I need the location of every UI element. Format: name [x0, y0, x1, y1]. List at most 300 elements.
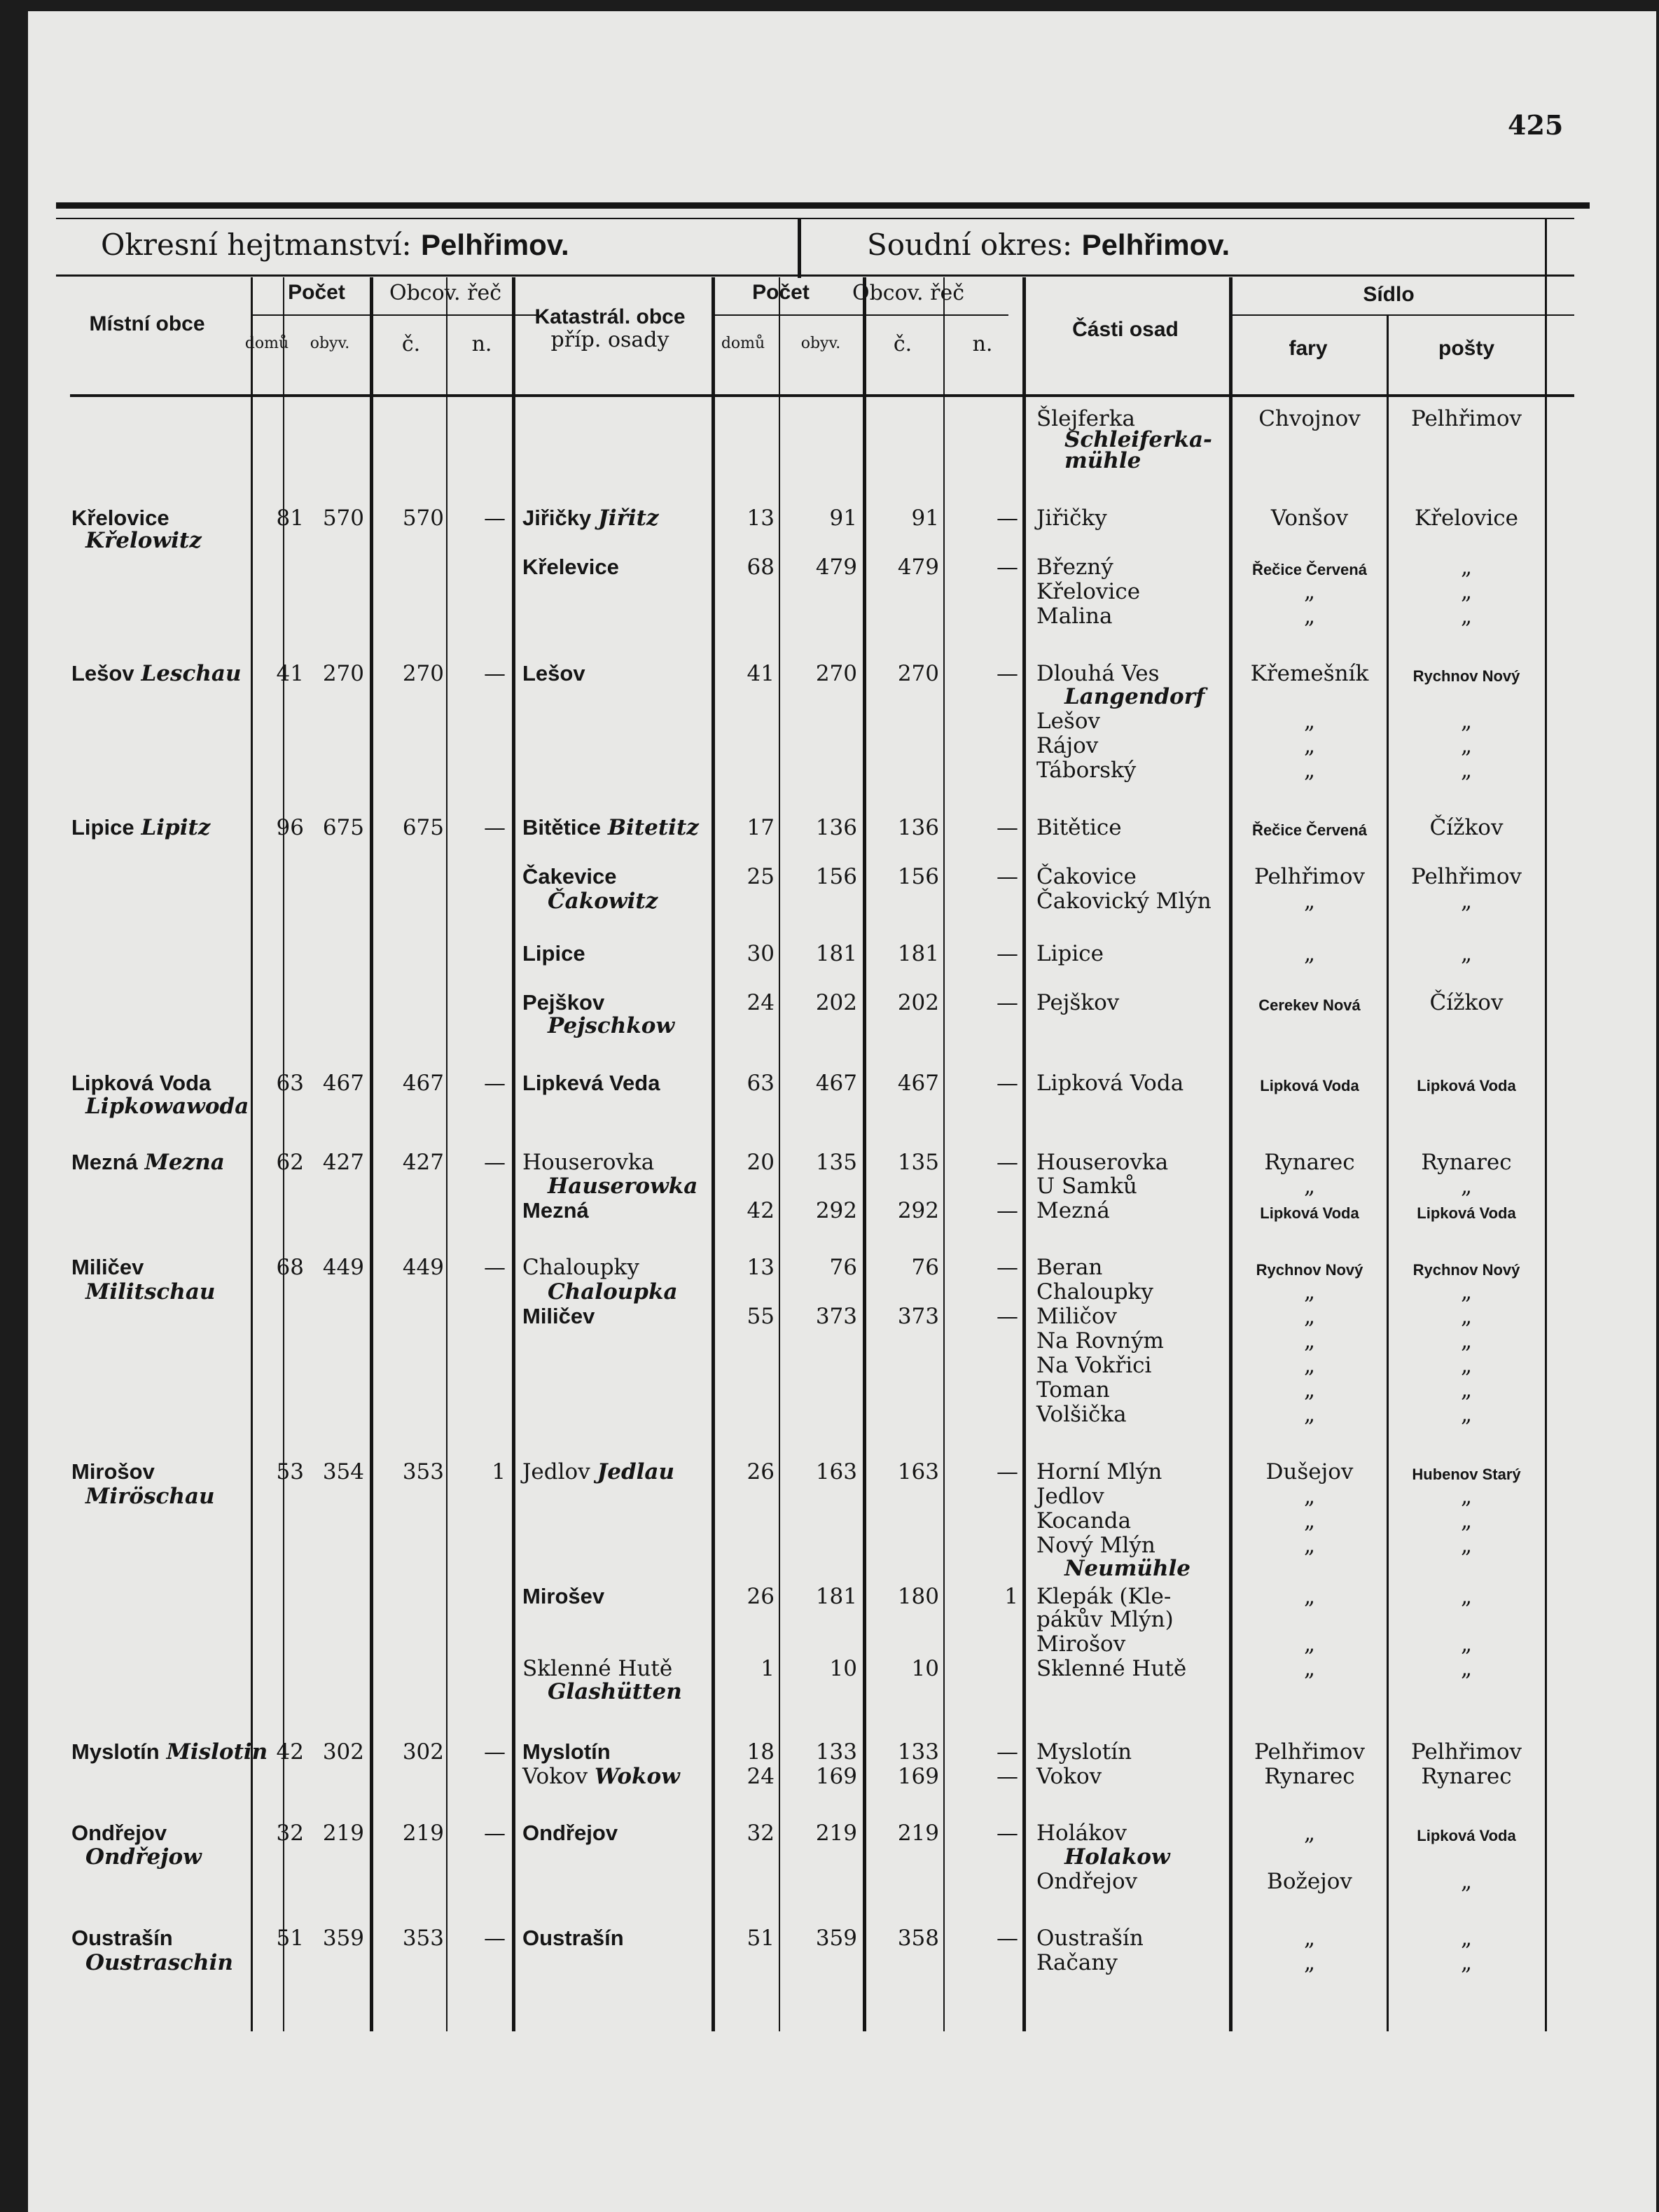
osada-name: Na Rovným: [1036, 1328, 1164, 1354]
obyv-2-value: 359: [815, 1926, 857, 1951]
pocet-sub-rule: [252, 314, 539, 316]
obyv-2-value: 133: [815, 1739, 857, 1765]
posta-value: „: [1460, 733, 1473, 758]
posta-value: Pelhřimov: [1411, 406, 1522, 431]
nemecky-value: —: [484, 1071, 506, 1096]
domu-2-value: 42: [747, 1198, 775, 1223]
fara-value: „: [1303, 758, 1316, 783]
cesky-2-value: 358: [897, 1926, 939, 1951]
katastralni-obec-german: Wokow: [595, 1764, 680, 1789]
posta-value: „: [1460, 1869, 1473, 1894]
osada-name: Ondřejov: [1036, 1869, 1138, 1894]
obyv-value: 449: [322, 1255, 364, 1280]
nemecky-2-value: —: [997, 941, 1018, 966]
fara-value: „: [1303, 1304, 1316, 1329]
sidlo-sub-rule: [1233, 314, 1574, 316]
fara-value: „: [1303, 1926, 1316, 1951]
fara-value: „: [1303, 1584, 1316, 1609]
fara-value: „: [1303, 1821, 1316, 1846]
osada-name: Chaloupky: [1036, 1279, 1153, 1305]
obyv-2-value: 91: [829, 506, 857, 531]
domu-value: 41: [276, 661, 304, 686]
cesky-2-value: 133: [897, 1739, 939, 1765]
katastralni-obec-name: Pejškov: [522, 990, 605, 1015]
top-thin-rule: [56, 218, 1574, 219]
cesky-2-value: 163: [897, 1459, 939, 1484]
osada-name: Jiřičky: [1036, 506, 1107, 531]
header-casti-osad: Části osad: [1072, 318, 1179, 341]
osada-name: Čakovice: [1036, 864, 1137, 889]
obyv-2-value: 135: [815, 1150, 857, 1175]
cesky-value: 219: [402, 1821, 444, 1846]
posta-value: „: [1460, 604, 1473, 629]
nemecky-2-value: 1: [1004, 1584, 1018, 1609]
domu-value: 68: [276, 1255, 304, 1280]
posta-value: Křelovice: [1414, 506, 1519, 531]
osada-name: Myslotín: [1036, 1739, 1132, 1765]
nemecky-2-value: —: [997, 1150, 1018, 1175]
mistni-obec-german: Militschau: [85, 1279, 216, 1305]
domu-2-value: 17: [747, 815, 775, 840]
posta-value: „: [1460, 1328, 1473, 1354]
cesky-value: 427: [402, 1150, 444, 1175]
domu-2-value: 32: [747, 1821, 775, 1846]
header-fary: fary: [1289, 337, 1328, 360]
mistni-obec-cell: [71, 815, 210, 840]
fara-value: Křemešník: [1250, 661, 1369, 686]
osada-name: Křelovice: [1036, 579, 1141, 604]
fara-value: Cerekev Nová: [1258, 996, 1361, 1014]
right-rule: [1545, 219, 1547, 2031]
obyv-2-value: 292: [815, 1198, 857, 1223]
osada-name: pákův Mlýn): [1036, 1607, 1174, 1632]
nemecky-value: —: [484, 1926, 506, 1951]
posta-value: Hubenov Starý: [1412, 1466, 1521, 1483]
katastralni-obec-name: Oustrašín: [522, 1926, 624, 1950]
osada-name: Malina: [1036, 604, 1113, 629]
top-thick-rule: [56, 202, 1590, 209]
posta-value: „: [1460, 1508, 1473, 1533]
obyv-value: 467: [322, 1071, 364, 1096]
nemecky-2-value: —: [997, 506, 1018, 531]
fara-value: Dušejov: [1265, 1459, 1354, 1484]
osada-name: Holákov: [1036, 1821, 1127, 1846]
fara-value: Chvojnov: [1258, 406, 1361, 431]
obyv-2-value: 76: [829, 1255, 857, 1280]
katastralni-obec-name: Lešov: [522, 661, 585, 686]
domu-2-value: 13: [747, 1255, 775, 1280]
osada-name: Račany: [1036, 1950, 1118, 1975]
obyv-2-value: 181: [815, 1584, 857, 1609]
osada-german: Schleiferka-: [1064, 427, 1212, 452]
obyv-2-value: 219: [815, 1821, 857, 1846]
title-rule: [56, 274, 1574, 277]
cesky-2-value: 270: [897, 661, 939, 686]
cesky-value: 467: [402, 1071, 444, 1096]
cesky-2-value: 180: [897, 1584, 939, 1609]
col-rule-12: [1387, 314, 1389, 2031]
fara-value: „: [1303, 1632, 1316, 1657]
fara-value: Božejov: [1267, 1869, 1352, 1894]
katastralni-obec-german: Glashütten: [548, 1679, 682, 1704]
posta-value: „: [1460, 889, 1473, 914]
header-domu-2: domů: [721, 335, 765, 352]
domu-value: 53: [276, 1459, 304, 1484]
osada-name: Nový Mlýn: [1036, 1533, 1155, 1558]
nemecky-2-value: —: [997, 661, 1018, 686]
cesky-value: 353: [402, 1459, 444, 1484]
header-obyv-2: obyv.: [800, 335, 841, 352]
header-mistni-obce: Místní obce: [89, 312, 205, 335]
osada-german: mühle: [1064, 448, 1141, 473]
fara-value: „: [1303, 1279, 1316, 1305]
nemecky-value: —: [484, 661, 506, 686]
posta-value: „: [1460, 1174, 1473, 1199]
mistni-obec-german: Křelowitz: [85, 528, 202, 553]
nemecky-2-value: —: [997, 1764, 1018, 1789]
col-rule-5: [512, 277, 515, 2031]
osada-name: Volšička: [1036, 1402, 1127, 1427]
header-n-2: n.: [972, 332, 993, 356]
nemecky-value: —: [484, 1739, 506, 1765]
mistni-obec-german: Ondřejow: [85, 1844, 202, 1870]
nemecky-2-value: —: [997, 815, 1018, 840]
header-obyv: obyv.: [310, 335, 350, 352]
osada-name: Dlouhá Ves: [1036, 661, 1160, 686]
fara-value: Řečice Červená: [1252, 561, 1367, 578]
posta-value: „: [1460, 941, 1473, 966]
mistni-obec-name: Ondřejov: [71, 1821, 167, 1845]
posta-value: Pelhřimov: [1411, 864, 1522, 889]
obyv-value: 359: [322, 1926, 364, 1951]
domu-2-value: 24: [747, 990, 775, 1015]
katastralni-obec-german: Bitetitz: [607, 815, 699, 840]
osada-name: Bitětice: [1036, 815, 1122, 840]
nemecky-2-value: —: [997, 1739, 1018, 1765]
obyv-2-value: 202: [815, 990, 857, 1015]
osada-name: Rájov: [1036, 733, 1099, 758]
fara-value: „: [1303, 1377, 1316, 1403]
header-katastral-1: Katastrál. obce: [534, 305, 686, 328]
domu-value: 63: [276, 1071, 304, 1096]
osada-name: Na Vokřici: [1036, 1353, 1152, 1378]
obyv-2-value: 169: [815, 1764, 857, 1789]
katastralni-obec-name: Lipice: [522, 941, 585, 966]
fara-value: Lipková Voda: [1260, 1077, 1359, 1094]
fara-value: Rynarec: [1264, 1764, 1355, 1789]
fara-value: „: [1303, 709, 1316, 734]
obyv-value: 302: [322, 1739, 364, 1765]
col-rule-10: [1022, 277, 1026, 2031]
fara-value: „: [1303, 1484, 1316, 1509]
obyv-2-value: 181: [815, 941, 857, 966]
mistni-obec-name: Oustrašín: [71, 1926, 173, 1950]
header-n: n.: [471, 332, 492, 356]
osada-name: Jedlov: [1036, 1484, 1104, 1509]
cesky-2-value: 219: [897, 1821, 939, 1846]
osada-name: Kocanda: [1036, 1508, 1132, 1533]
header-domu: domů: [244, 335, 289, 352]
fara-value: Pelhřimov: [1254, 864, 1365, 889]
domu-2-value: 30: [747, 941, 775, 966]
posta-value: Čížkov: [1429, 815, 1504, 840]
mistni-obec-german: Miröschau: [85, 1484, 215, 1509]
katastralni-obec-name: Lipkevá Veda: [522, 1071, 660, 1095]
col-rule-11: [1229, 277, 1233, 2031]
header-pocet-2: Počet: [752, 281, 810, 304]
domu-2-value: 24: [747, 1764, 775, 1789]
domu-2-value: 25: [747, 864, 775, 889]
nemecky-2-value: —: [997, 1071, 1018, 1096]
nemecky-value: 1: [492, 1459, 506, 1484]
osada-name: Mirošov: [1036, 1632, 1126, 1657]
nemecky-value: —: [484, 1821, 506, 1846]
osada-name: Pejškov: [1036, 990, 1120, 1015]
fara-value: Lipková Voda: [1260, 1204, 1359, 1222]
posta-value: „: [1460, 1353, 1473, 1378]
obyv-2-value: 270: [815, 661, 857, 686]
domu-2-value: 13: [747, 506, 775, 531]
cesky-2-value: 373: [897, 1304, 939, 1329]
cesky-2-value: 292: [897, 1198, 939, 1223]
posta-value: Pelhřimov: [1411, 1739, 1522, 1765]
fara-value: „: [1303, 1402, 1316, 1427]
katastralni-obec-name: Mezná: [522, 1198, 589, 1223]
domu-value: 81: [276, 506, 304, 531]
fara-value: „: [1303, 733, 1316, 758]
fara-value: Rynarec: [1264, 1150, 1355, 1175]
mistni-obec-german: Lipkowawoda: [85, 1094, 249, 1119]
posta-value: Rychnov Nový: [1412, 1261, 1520, 1279]
mistni-obec-german: Lipitz: [141, 815, 211, 840]
cesky-2-value: 479: [897, 555, 939, 580]
posta-value: „: [1460, 1304, 1473, 1329]
posta-value: Čížkov: [1429, 990, 1504, 1015]
katastralni-obec-name: Čakevice: [522, 864, 617, 889]
domu-2-value: 1: [761, 1656, 775, 1681]
mistni-obec-name: Lipková Voda: [71, 1071, 211, 1095]
cesky-value: 302: [402, 1739, 444, 1765]
mistni-obec-name: Křelovice: [71, 506, 169, 530]
fara-value: „: [1303, 604, 1316, 629]
nemecky-2-value: —: [997, 1198, 1018, 1223]
mistni-obec-name: Lipice: [71, 815, 134, 840]
osada-name: Klepák (Kle-: [1036, 1584, 1172, 1609]
katastralni-obec-name: Křelevice: [522, 555, 619, 579]
posta-value: „: [1460, 1402, 1473, 1427]
cesky-2-value: 202: [897, 990, 939, 1015]
fara-value: „: [1303, 1508, 1316, 1533]
fara-value: „: [1303, 1174, 1316, 1199]
mistni-obec-german: Mislotin: [166, 1739, 268, 1765]
osada-german: Holakow: [1064, 1844, 1170, 1870]
domu-value: 42: [276, 1739, 304, 1765]
osada-name: Lešov: [1036, 709, 1101, 734]
mistni-obec-name: Mezná: [71, 1150, 138, 1174]
nemecky-2-value: —: [997, 1926, 1018, 1951]
posta-value: „: [1460, 1656, 1473, 1681]
fara-value: „: [1303, 889, 1316, 914]
katastralni-obec-name: Ondřejov: [522, 1821, 618, 1845]
obyv-value: 675: [322, 815, 364, 840]
cesky-2-value: 467: [897, 1071, 939, 1096]
katastralni-obec-name: Myslotín: [522, 1739, 611, 1764]
domu-2-value: 26: [747, 1584, 775, 1609]
mistni-obec-name: Lešov: [71, 661, 134, 686]
nemecky-value: —: [484, 506, 506, 531]
header-c: č.: [401, 332, 421, 356]
obyv-value: 354: [322, 1459, 364, 1484]
nemecky-2-value: —: [997, 1459, 1018, 1484]
katastralni-obec-name: Jedlov: [522, 1459, 590, 1484]
obyv-value: 570: [322, 506, 364, 531]
domu-value: 32: [276, 1821, 304, 1846]
osada-name: Miličov: [1036, 1304, 1118, 1329]
osada-name: Březný: [1036, 555, 1113, 580]
cesky-2-value: 76: [911, 1255, 939, 1280]
cesky-value: 353: [402, 1926, 444, 1951]
header-posty: pošty: [1438, 337, 1495, 360]
osada-name: Šlejferka: [1036, 406, 1136, 431]
fara-value: „: [1303, 941, 1316, 966]
header-pocet: Počet: [288, 281, 345, 304]
obyv-value: 270: [322, 661, 364, 686]
domu-2-value: 63: [747, 1071, 775, 1096]
domu-2-value: 18: [747, 1739, 775, 1765]
osada-name: Horní Mlýn: [1036, 1459, 1162, 1484]
katastralni-obec-german: Jedlau: [597, 1459, 675, 1484]
katastralni-obec-cell: [522, 1459, 674, 1484]
obyv-2-value: 163: [815, 1459, 857, 1484]
mistni-obec-german: Oustraschin: [85, 1950, 233, 1975]
posta-value: Rynarec: [1421, 1150, 1512, 1175]
osada-name: Čakovický Mlýn: [1036, 889, 1212, 914]
katastralni-obec-cell: [522, 815, 699, 840]
document-page: [28, 11, 1656, 2212]
posta-value: Lipková Voda: [1417, 1204, 1516, 1222]
header-obcov-rec-2: Obcov. řeč: [852, 281, 965, 305]
domu-2-value: 68: [747, 555, 775, 580]
header-bottom-rule: [70, 394, 1574, 397]
nemecky-2-value: —: [997, 864, 1018, 889]
osada-name: Oustrašín: [1036, 1926, 1144, 1951]
posta-value: „: [1460, 555, 1473, 580]
katastralni-obec-name: Mirošev: [522, 1584, 605, 1608]
mistni-obec-name: Mirošov: [71, 1459, 155, 1484]
court-district-header: Soudní okres: Pelhřimov.: [867, 228, 1230, 262]
osada-german: Langendorf: [1064, 684, 1205, 709]
fara-value: „: [1303, 1950, 1316, 1975]
title-divider: [798, 219, 801, 278]
katastralni-obec-name: Chaloupky: [522, 1255, 639, 1280]
katastralni-obec-cell: [522, 506, 659, 531]
mistni-obec-cell: [71, 661, 241, 686]
cesky-value: 675: [402, 815, 444, 840]
posta-value: Lipková Voda: [1417, 1827, 1516, 1844]
cesky-2-value: 181: [897, 941, 939, 966]
mistni-obec-german: Leschau: [141, 661, 242, 686]
mistni-obec-cell: [71, 1150, 225, 1175]
domu-2-value: 26: [747, 1459, 775, 1484]
domu-value: 96: [276, 815, 304, 840]
obyv-value: 219: [322, 1821, 364, 1846]
obyv-2-value: 136: [815, 815, 857, 840]
pocet2-sub-rule: [714, 314, 1008, 316]
katastralni-obec-german: Chaloupka: [548, 1279, 678, 1305]
osada-german: Neumühle: [1064, 1556, 1191, 1581]
header-sidlo: Sídlo: [1363, 283, 1415, 306]
cesky-2-value: 169: [897, 1764, 939, 1789]
osada-name: Sklenné Hutě: [1036, 1656, 1187, 1681]
katastralni-obec-name: Jiřičky: [522, 506, 592, 530]
cesky-value: 449: [402, 1255, 444, 1280]
cesky-2-value: 91: [911, 506, 939, 531]
nemecky-value: —: [484, 1255, 506, 1280]
osada-name: Vokov: [1036, 1764, 1102, 1789]
fara-value: „: [1303, 579, 1316, 604]
district-header: Okresní hejtmanství: Pelhřimov.: [101, 228, 569, 262]
posta-value: „: [1460, 1632, 1473, 1657]
domu-value: 51: [276, 1926, 304, 1951]
osada-name: Houserovka: [1036, 1150, 1169, 1175]
posta-value: „: [1460, 1279, 1473, 1305]
header-katastral-2: příp. osady: [550, 328, 669, 352]
obyv-2-value: 479: [815, 555, 857, 580]
cesky-value: 270: [402, 661, 444, 686]
nemecky-2-value: —: [997, 1821, 1018, 1846]
domu-2-value: 41: [747, 661, 775, 686]
domu-2-value: 55: [747, 1304, 775, 1329]
osada-name: U Samků: [1036, 1174, 1137, 1199]
nemecky-2-value: —: [997, 990, 1018, 1015]
cesky-value: 570: [402, 506, 444, 531]
header-c-2: č.: [893, 332, 912, 356]
fara-value: „: [1303, 1656, 1316, 1681]
mistni-obec-name: Miličev: [71, 1255, 144, 1279]
posta-value: Rynarec: [1421, 1764, 1512, 1789]
mistni-obec-german: Mezna: [144, 1150, 225, 1175]
obyv-2-value: 373: [815, 1304, 857, 1329]
posta-value: „: [1460, 1377, 1473, 1403]
domu-2-value: 51: [747, 1926, 775, 1951]
cesky-2-value: 136: [897, 815, 939, 840]
posta-value: „: [1460, 1926, 1473, 1951]
posta-value: „: [1460, 579, 1473, 604]
katastralni-obec-german: Hauserowka: [548, 1174, 698, 1199]
katastralni-obec-name: Miličev: [522, 1304, 595, 1328]
nemecky-2-value: —: [997, 1304, 1018, 1329]
katastralni-obec-name: Sklenné Hutě: [522, 1656, 673, 1681]
fara-value: „: [1303, 1353, 1316, 1378]
katastralni-obec-name: Houserovka: [522, 1150, 655, 1175]
nemecky-value: —: [484, 1150, 506, 1175]
posta-value: „: [1460, 709, 1473, 734]
osada-name: Mezná: [1036, 1198, 1110, 1223]
domu-value: 62: [276, 1150, 304, 1175]
osada-name: Táborský: [1036, 758, 1137, 783]
posta-value: „: [1460, 1484, 1473, 1509]
katastralni-obec-name: Vokov: [522, 1764, 588, 1789]
cesky-2-value: 135: [897, 1150, 939, 1175]
domu-2-value: 20: [747, 1150, 775, 1175]
posta-value: „: [1460, 758, 1473, 783]
fara-value: Rychnov Nový: [1256, 1261, 1363, 1279]
page-number: 425: [1508, 109, 1564, 141]
osada-name: Lipice: [1036, 941, 1104, 966]
obyv-value: 427: [322, 1150, 364, 1175]
katastralni-obec-german: Pejschkow: [548, 1013, 675, 1038]
posta-value: „: [1460, 1950, 1473, 1975]
